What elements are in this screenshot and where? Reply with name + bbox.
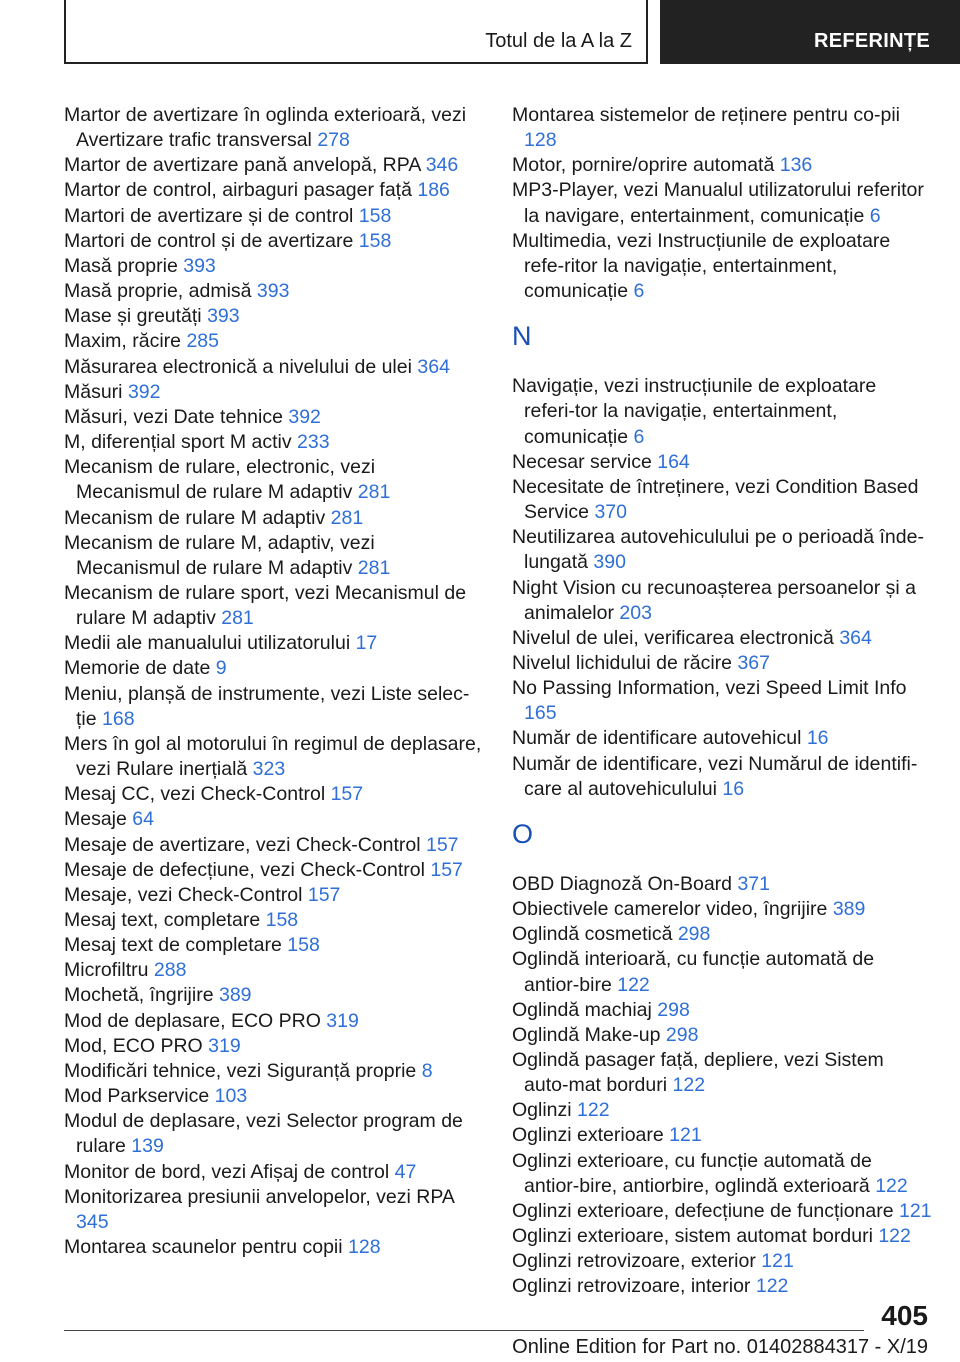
page-reference-link[interactable]: 233 <box>297 431 330 454</box>
page-reference-link[interactable]: 281 <box>221 607 254 630</box>
index-entry <box>512 525 932 575</box>
page-reference-link[interactable]: 288 <box>153 959 187 982</box>
index-entry-text: Montarea sistemelor de reținere pentru co‐pii <box>512 104 901 126</box>
index-entry-text: Măsuri, vezi Date tehnice <box>64 405 289 428</box>
index-entry-text: Martori de control și de avertizare <box>64 229 359 252</box>
index-entry-text: Mecanism de rulare, electronic, vezi Mecanismul de rulare M adaptiv <box>64 456 376 504</box>
page-reference-link[interactable]: 157 <box>430 858 463 881</box>
index-entry <box>512 153 932 178</box>
page-reference-link[interactable]: 393 <box>207 305 240 328</box>
index-entry <box>64 833 484 858</box>
index-entry-text: Night Vision cu recunoașterea persoanelor și a animalelor <box>512 576 916 624</box>
page-reference-link[interactable]: 319 <box>326 1009 359 1032</box>
page-reference-link[interactable]: 136 <box>779 154 813 177</box>
index-entry-text: Microfiltru <box>64 959 154 982</box>
index-entry-text: Oglinzi exterioare, defecțiune de funcționare <box>512 1199 899 1222</box>
index-entry-text: Neutilizarea autovehiculului pe o perioadă înde‐lungată <box>512 526 924 574</box>
index-entry-text: Masă proprie, admisă <box>64 280 257 303</box>
index-entry-text: Măsurarea electronică a nivelului de ulei <box>64 355 418 378</box>
index-entry-text: Oglinzi exterioare, cu funcție automată de antior‐bire, antiorbire, oglindă exterioară <box>512 1149 876 1197</box>
index-entry <box>64 355 484 380</box>
page-reference-link[interactable]: 157 <box>307 883 341 906</box>
page-reference-link[interactable]: 298 <box>657 998 690 1021</box>
index-entry-text: Oglinzi <box>512 1099 578 1122</box>
index-entry <box>512 475 932 525</box>
index-entry-text: Mesaje <box>64 808 133 831</box>
index-entry-text: Mesaje de avertizare, vezi Check-Control <box>64 833 426 856</box>
index-entry-text: Oglindă pasager față, depliere, vezi Sistem auto‐mat borduri <box>512 1049 884 1097</box>
index-entry-text: Mesaj text de completare <box>64 934 288 957</box>
page-reference-link[interactable]: 393 <box>183 254 216 277</box>
index-entry <box>64 656 484 681</box>
index-entry-text: Mod Parkservice <box>64 1085 215 1108</box>
index-letter-heading: O <box>512 818 534 849</box>
page-reference-link[interactable]: 122 <box>875 1174 908 1197</box>
page-reference-link[interactable]: 122 <box>577 1099 610 1122</box>
index-entry-text: Oglinzi exterioare, sistem automat borduri <box>512 1225 879 1248</box>
page-reference-link[interactable]: 16 <box>806 727 829 750</box>
index-entry <box>64 858 484 883</box>
page-reference-link[interactable]: 164 <box>657 450 690 473</box>
page-reference-link[interactable]: 158 <box>358 229 392 252</box>
index-entry <box>64 1185 484 1235</box>
page-reference-link[interactable]: 281 <box>357 481 391 504</box>
index-entry-text: Medii ale manualului utilizatorului <box>64 632 356 655</box>
index-entry-text: Mers în gol al motorului în regimul de deplasare, vezi Rulare inerțială <box>64 732 482 781</box>
index-entry-text: Maxim, răcire <box>64 330 187 353</box>
index-entry <box>64 958 484 983</box>
page-reference-link[interactable]: 121 <box>669 1124 702 1147</box>
page-reference-link[interactable]: 364 <box>417 355 450 378</box>
index-entry-text: Număr de identificare autovehicul <box>512 727 807 750</box>
index-entry <box>64 1009 484 1034</box>
index-entry-text: Oglinzi retrovizoare, exterior <box>512 1250 762 1273</box>
page-reference-link[interactable]: 128 <box>348 1236 381 1259</box>
index-entry-text: Mecanism de rulare M adaptiv <box>64 506 331 529</box>
page-reference-link[interactable]: 64 <box>132 808 154 831</box>
page-reference-link[interactable]: 158 <box>358 204 392 227</box>
index-entry <box>64 983 484 1008</box>
page-reference-link[interactable]: 6 <box>633 425 645 448</box>
page-reference-link[interactable]: 285 <box>186 330 219 353</box>
index-entry <box>512 1224 932 1249</box>
page-reference-link[interactable]: 370 <box>594 501 627 524</box>
index-entry <box>64 103 484 153</box>
header-box <box>64 0 648 64</box>
index-entry-text: Mecanism de rulare sport, vezi Mecanismul de rulare M adaptiv <box>64 581 467 630</box>
index-entry-text: Martor de control, airbaguri pasager față <box>64 179 418 202</box>
index-entry <box>512 374 932 449</box>
page-reference-link[interactable]: 186 <box>417 179 450 202</box>
index-entry-text: Memorie de date <box>64 657 216 680</box>
index-entry-text: Monitorizarea presiunii anvelopelor, vezi RPA <box>64 1185 454 1208</box>
index-entry <box>64 732 484 782</box>
page-reference-link[interactable]: 389 <box>832 898 866 921</box>
index-entry-text: Oglindă cosmetică <box>512 923 678 946</box>
page-reference-link[interactable]: 139 <box>131 1135 164 1158</box>
page-reference-link[interactable]: 278 <box>317 129 350 152</box>
index-entry <box>512 626 932 651</box>
index-entry <box>64 1109 484 1159</box>
index-entry-text: Necesitate de întreținere, vezi Condition Based Service <box>512 475 919 524</box>
footer-divider <box>64 1330 864 1331</box>
index-entry <box>512 752 932 802</box>
page-reference-link[interactable]: 281 <box>357 556 391 579</box>
index-entry-text: Mecanism de rulare M, adaptiv, vezi Mecanismul de rulare M adaptiv <box>64 531 375 579</box>
index-entry <box>64 254 484 279</box>
index-column-right <box>512 103 932 1300</box>
index-entry-text: OBD Diagnoză On-Board <box>512 872 738 895</box>
index-entry-text: Multimedia, vezi Instrucțiunile de exploatare refe‐ritor la navigație, entertainment, comunicație <box>512 229 891 303</box>
index-entry <box>64 1059 484 1084</box>
index-entry-text: Mod de deplasare, ECO PRO <box>64 1009 327 1032</box>
page-reference-link[interactable]: 122 <box>878 1225 911 1248</box>
index-entry <box>64 933 484 958</box>
index-column-left <box>64 103 484 1260</box>
index-entry <box>64 682 484 732</box>
index-entry <box>64 1034 484 1059</box>
index-entry <box>512 1199 932 1224</box>
page-reference-link[interactable]: 371 <box>737 872 770 895</box>
page-reference-link[interactable]: 16 <box>722 777 745 800</box>
index-entry-text: Necesar service <box>512 450 658 473</box>
index-entry <box>512 726 932 751</box>
index-entry-text: Mochetă, îngrijire <box>64 984 219 1007</box>
page-reference-link[interactable]: 392 <box>288 405 321 428</box>
page-reference-link[interactable]: 203 <box>619 601 652 624</box>
index-entry <box>512 1098 932 1123</box>
index-entry-text: Modul de deplasare, vezi Selector program de rulare <box>64 1110 463 1158</box>
index-entry <box>512 1149 932 1199</box>
index-entry <box>512 576 932 626</box>
page-reference-link[interactable]: 323 <box>252 758 286 781</box>
index-entry <box>64 1160 484 1185</box>
index-entry <box>64 178 484 203</box>
page-reference-link[interactable]: 319 <box>208 1034 241 1057</box>
index-entry-text: Măsuri <box>64 380 128 403</box>
index-entry <box>512 872 932 897</box>
index-entry-text: Martori de avertizare și de control <box>64 204 359 227</box>
page-reference-link[interactable]: 103 <box>214 1085 248 1108</box>
page-reference-link[interactable]: 346 <box>425 154 459 177</box>
index-entry <box>64 1235 484 1260</box>
index-entry-text: Oglindă interioară, cu funcție automată de antior‐bire <box>512 948 875 996</box>
page-reference-link[interactable]: 6 <box>633 280 645 303</box>
index-entry-text: Oglindă machiaj <box>512 998 658 1021</box>
index-entry <box>64 506 484 531</box>
index-entry-text: MP3-Player, vezi Manualul utilizatorului referitor la navigare, entertainment, comunicație <box>512 179 924 227</box>
index-entry-text: M, diferențial sport M activ <box>64 431 297 454</box>
page-number: 405 <box>881 1300 928 1331</box>
page-reference-link[interactable]: 392 <box>127 380 161 403</box>
footer-edition: Online Edition for Part no. 01402884317 - X/19 <box>512 1336 928 1358</box>
index-entry <box>64 405 484 430</box>
index-entry <box>512 103 932 153</box>
index-entry-text: Nivelul lichidului de răcire <box>512 651 738 674</box>
index-entry <box>64 631 484 656</box>
index-entry <box>64 304 484 329</box>
page-reference-link[interactable]: 9 <box>215 657 227 680</box>
index-entry <box>64 430 484 455</box>
page-reference-link[interactable]: 8 <box>421 1059 433 1082</box>
index-entry-text: Montarea scaunelor pentru copii <box>64 1236 348 1259</box>
index-entry <box>512 1048 932 1098</box>
page-reference-link[interactable]: 364 <box>839 626 872 649</box>
index-entry <box>512 897 932 922</box>
index-entry-text: Motor, pornire/oprire automată <box>512 154 780 177</box>
index-entry <box>512 651 932 676</box>
page-reference-link[interactable]: 128 <box>524 129 557 152</box>
index-entry-text: Mesaj text, completare <box>64 909 266 931</box>
index-entry <box>64 1084 484 1109</box>
index-entry-text: Număr de identificare, vezi Numărul de identifi‐care al autovehiculului <box>512 752 918 800</box>
index-entry <box>512 178 932 228</box>
index-entry <box>512 998 932 1023</box>
page-reference-link[interactable]: 122 <box>617 973 650 996</box>
index-entry-text: Nivelul de ulei, verificarea electronică <box>512 626 840 649</box>
page-reference-link[interactable]: 122 <box>755 1275 789 1298</box>
page-reference-link[interactable]: 298 <box>677 923 711 946</box>
index-entry <box>64 908 484 933</box>
index-entry-text: Mesaje, vezi Check-Control <box>64 883 308 906</box>
index-entry <box>64 807 484 832</box>
index-entry-text: Mesaje de defecțiune, vezi Check-Control <box>64 858 431 881</box>
page-reference-link[interactable]: 17 <box>355 632 378 655</box>
page-reference-link[interactable]: 47 <box>394 1160 417 1183</box>
page-reference-link[interactable]: 389 <box>218 984 252 1007</box>
index-entry-text: Obiectivele camerelor video, îngrijire <box>512 898 833 921</box>
index-entry <box>512 1123 932 1148</box>
index-entry-text: Oglinzi retrovizoare, interior <box>512 1275 756 1298</box>
index-entry <box>64 153 484 178</box>
index-entry <box>512 947 932 997</box>
page-reference-link[interactable]: 168 <box>102 707 135 730</box>
index-entry <box>64 581 484 631</box>
index-entry-text: Modificări tehnice, vezi Siguranță proprie <box>64 1059 422 1082</box>
page-reference-link[interactable]: 157 <box>330 783 364 806</box>
index-entry <box>512 1023 932 1048</box>
page-reference-link[interactable]: 390 <box>593 551 626 574</box>
section-title: REFERINȚE <box>814 30 931 52</box>
index-entry <box>512 1274 932 1299</box>
index-letter-heading: N <box>512 321 532 352</box>
index-entry-text: Mesaj CC, vezi Check-Control <box>64 783 331 806</box>
index-entry <box>512 229 932 304</box>
index-entry <box>64 883 484 908</box>
index-entry-text: Monitor de bord, vezi Afișaj de control <box>64 1160 395 1183</box>
page-reference-link[interactable]: 122 <box>672 1074 706 1097</box>
page-reference-link[interactable]: 367 <box>737 651 770 674</box>
index-entry <box>64 204 484 229</box>
index-entry-text: Masă proprie <box>64 254 184 277</box>
page-reference-link[interactable]: 281 <box>330 506 364 529</box>
index-entry <box>512 922 932 947</box>
page-reference-link[interactable]: 165 <box>524 702 557 725</box>
index-entry <box>512 1249 932 1274</box>
page-reference-link[interactable]: 393 <box>256 280 290 303</box>
index-entry-text: Mase și greutăți <box>64 305 208 328</box>
page-reference-link[interactable]: 158 <box>265 909 299 931</box>
page-header-title: Totul de la A la Z <box>485 30 632 52</box>
page-reference-link[interactable]: 6 <box>869 204 881 227</box>
index-entry <box>512 676 932 726</box>
index-entry <box>64 380 484 405</box>
index-entry <box>64 279 484 304</box>
index-entry-text: Oglinzi exterioare <box>512 1124 670 1147</box>
page-reference-link[interactable]: 121 <box>761 1250 794 1273</box>
index-entry-text: Mod, ECO PRO <box>64 1034 209 1057</box>
page-reference-link[interactable]: 157 <box>425 833 459 856</box>
index-entry <box>512 450 932 475</box>
index-entry-text: Navigație, vezi instrucțiunile de exploatare referi‐tor la navigație, entertainment, comunicație <box>512 375 877 448</box>
page-reference-link[interactable]: 158 <box>287 934 320 957</box>
index-entry-text: Martor de avertizare în oglinda exterioară, vezi Avertizare trafic transversal <box>64 104 467 152</box>
index-entry-text: Oglindă Make-up <box>512 1023 666 1046</box>
index-entry <box>64 455 484 505</box>
index-entry <box>64 229 484 254</box>
page-reference-link[interactable]: 121 <box>898 1199 932 1222</box>
index-entry <box>64 531 484 581</box>
index-entry-text: No Passing Information, vezi Speed Limit Info <box>512 677 907 700</box>
page-reference-link[interactable]: 298 <box>665 1023 699 1046</box>
index-entry <box>64 782 484 807</box>
index-entry-text: Martor de avertizare pană anvelopă, RPA <box>64 154 426 177</box>
index-entry-text: Meniu, planșă de instrumente, vezi Liste selec‐ție <box>64 682 470 730</box>
index-entry <box>64 329 484 354</box>
page-reference-link[interactable]: 345 <box>76 1210 109 1233</box>
